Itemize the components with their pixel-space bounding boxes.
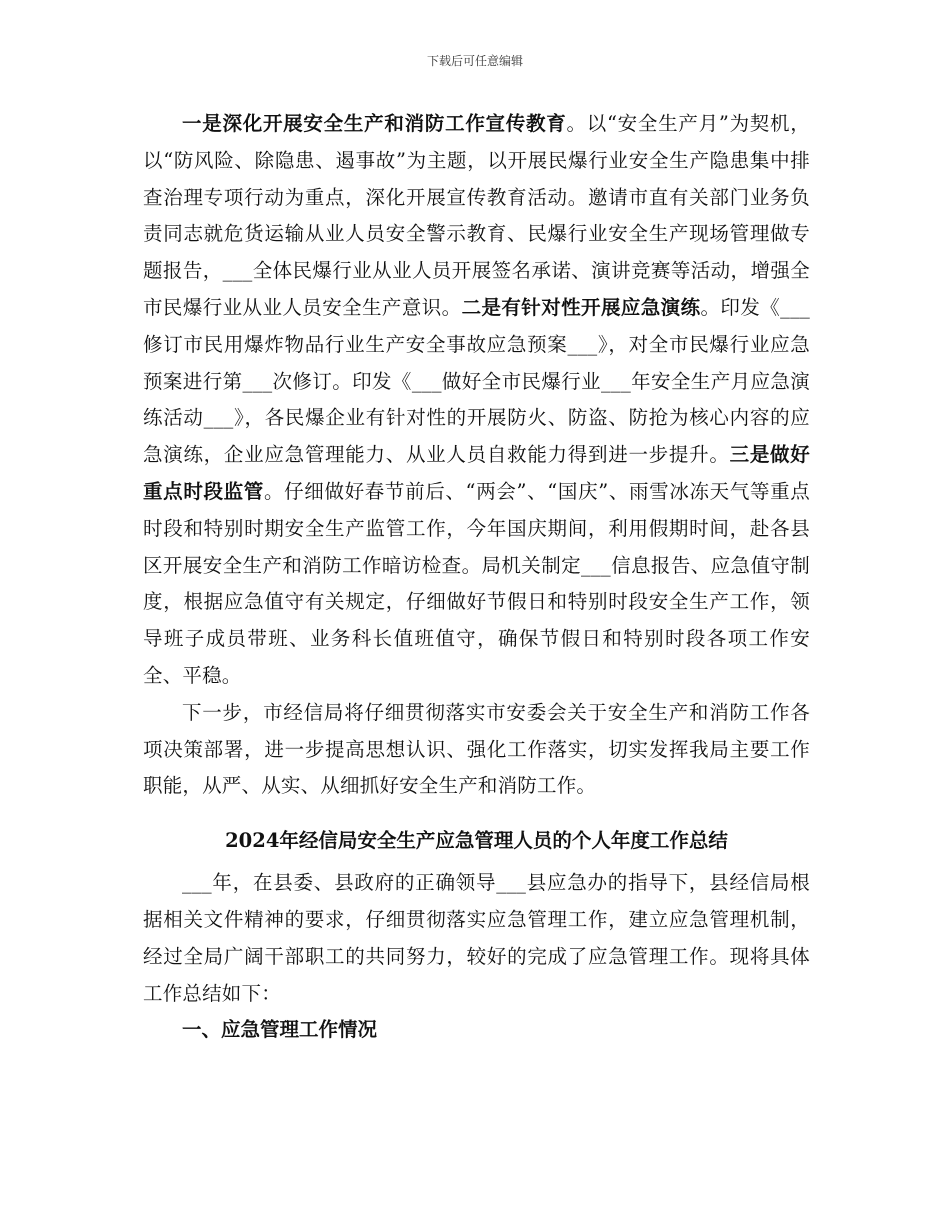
page-header: 下载后可任意编辑 xyxy=(426,54,523,68)
point-one-text: 。以“安全生产月”为契机，以“防风险、除隐患、遏事故”为主题，以开展民爆行业安全生产隐患集中排查治理专项行动为重点，深化开展宣传教育活动。邀请市直有关部门业务负责同志就危货运输从业人员安全警示教育、民爆行业安全生产现场管理做专题报告，___全体民爆行业从业人员开展签名承诺、演讲竞赛等活动，增强全市民爆行业从业人员安全生产意识。 xyxy=(143,112,810,319)
section-heading: 一、应急管理工作情况 xyxy=(182,1018,378,1042)
point-two-heading: 二是有针对性开展应急演练 xyxy=(461,295,701,319)
point-one-heading: 一是深化开展安全生产和消防工作宣传教育 xyxy=(182,112,567,135)
document-body xyxy=(143,106,810,1049)
point-two-text: 。印发《___修订市民用爆炸物品行业生产安全事故应急预案___》，对全市民爆行业应急预案进行第___次修订。印发《___做好全市民爆行业___年安全生产月应急演练活动___》，各民爆企业有针对性的开展防火、防盗、防抢为核心内容的应急演练，企业应急管理能力、从业人员自救能力得到进一步提升。 xyxy=(143,295,811,467)
paragraph-intro: ___年，在县委、县政府的正确领导___县应急办的指导下，县经信局根据相关文件精神的要求，仔细贯彻落实应急管理工作，建立应急管理机制，经过全局广阔干部职工的共同努力，较好的完成了应急管理工作。现将具体工作总结如下： xyxy=(143,871,810,1005)
paragraph-next-steps: 下一步，市经信局将仔细贯彻落实市安委会关于安全生产和消防工作各项决策部署，进一步提高思想认识、强化工作落实，切实发挥我局主要工作职能，从严、从实、从细抓好安全生产和消防工作。 xyxy=(143,700,810,798)
point-three-text: 。仔细做好春节前后、“两会”、“国庆”、雨雪冰冻天气等重点时段和特别时期安全生产监管工作，今年国庆期间，利用假期时间，赴各县区开展安全生产和消防工作暗访检查。局机关制定___信息报告、应急值守制度，根据应急值守有关规定，仔细做好节假日和特别时段安全生产工作，领导班子成员带班、业务科长值班值守，确保节假日和特别时段各项工作安全、平稳。 xyxy=(143,479,810,687)
document-title: 2024年经信局安全生产应急管理人员的个人年度工作总结 xyxy=(225,829,728,853)
paragraph-work-measures xyxy=(143,106,810,695)
point-three-heading: 三是做好重点时段监管 xyxy=(143,443,810,503)
